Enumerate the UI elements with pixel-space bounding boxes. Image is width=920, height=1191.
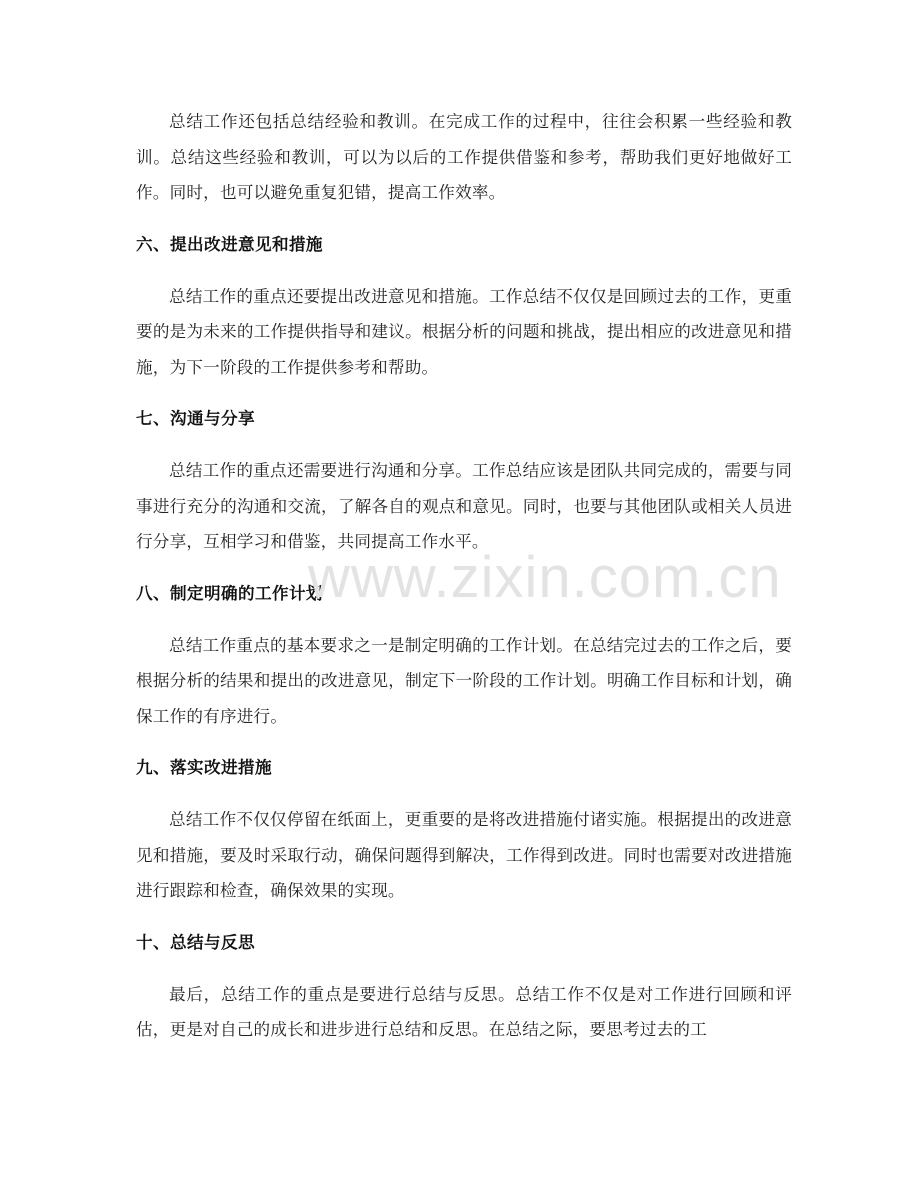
document-body: [136, 104, 792, 1048]
section-heading-8: 八、制定明确的工作计划: [136, 583, 323, 603]
spacer: [136, 604, 792, 628]
section-heading-6: 六、提出改进意见和措施: [136, 234, 323, 254]
spacer: [136, 734, 792, 758]
spacer: [136, 255, 792, 279]
section-paragraph-9: 总结工作不仅仅停留在纸面上，更重要的是将改进措施付诸实施。根据提出的改进意见和措施，要及时采取行动，确保问题得到解决，工作得到改进。同时也需要对改进措施进行跟踪和检查，确保效果的实现。: [136, 810, 792, 900]
section-heading-7: 七、沟通与分享: [136, 409, 255, 428]
spacer: [136, 429, 792, 453]
section-paragraph-6: 总结工作的重点还要提出改进意见和措施。工作总结不仅仅是回顾过去的工作，更重要的是为未来的工作提供指导和建议。根据分析的问题和挑战，提出相应的改进意见和措施，为下一阶段的工作提供参考和帮助。: [136, 286, 792, 377]
intro-paragraph: 总结工作还包括总结经验和教训。在完成工作的过程中，往往会积累一些经验和教训。总结这些经验和教训，可以为以后的工作提供借鉴和参考，帮助我们更好地做好工作。同时，也可以避免重复犯错，提高工作效率。: [136, 112, 792, 202]
spacer: [136, 560, 792, 584]
spacer: [136, 909, 792, 933]
section-heading-9: 九、落实改进措施: [136, 758, 272, 777]
section-heading-10: 十、总结与反思: [136, 932, 255, 952]
spacer: [136, 953, 792, 977]
watermark-text: www.zixin.com.cn: [308, 545, 782, 610]
spacer: [136, 211, 792, 235]
section-paragraph-8: 总结工作重点的基本要求之一是制定明确的工作计划。在总结完过去的工作之后，要根据分析的结果和提出的改进意见，制定下一阶段的工作计划。明确工作目标和计划，确保工作的有序进行。: [136, 635, 792, 726]
spacer: [136, 385, 792, 409]
section-paragraph-7: 总结工作的重点还需要进行沟通和分享。工作总结应该是团队共同完成的，需要与同事进行充分的沟通和交流，了解各自的观点和意见。同时，也要与其他团队或相关人员进行分享，互相学习和借鉴，共同提高工作水平。: [136, 461, 792, 551]
section-paragraph-10: 最后，总结工作的重点是要进行总结与反思。总结工作不仅是对工作进行回顾和评估，更是对自己的成长和进步进行总结和反思。在总结之际，要思考过去的工: [136, 984, 792, 1039]
spacer: [136, 778, 792, 802]
